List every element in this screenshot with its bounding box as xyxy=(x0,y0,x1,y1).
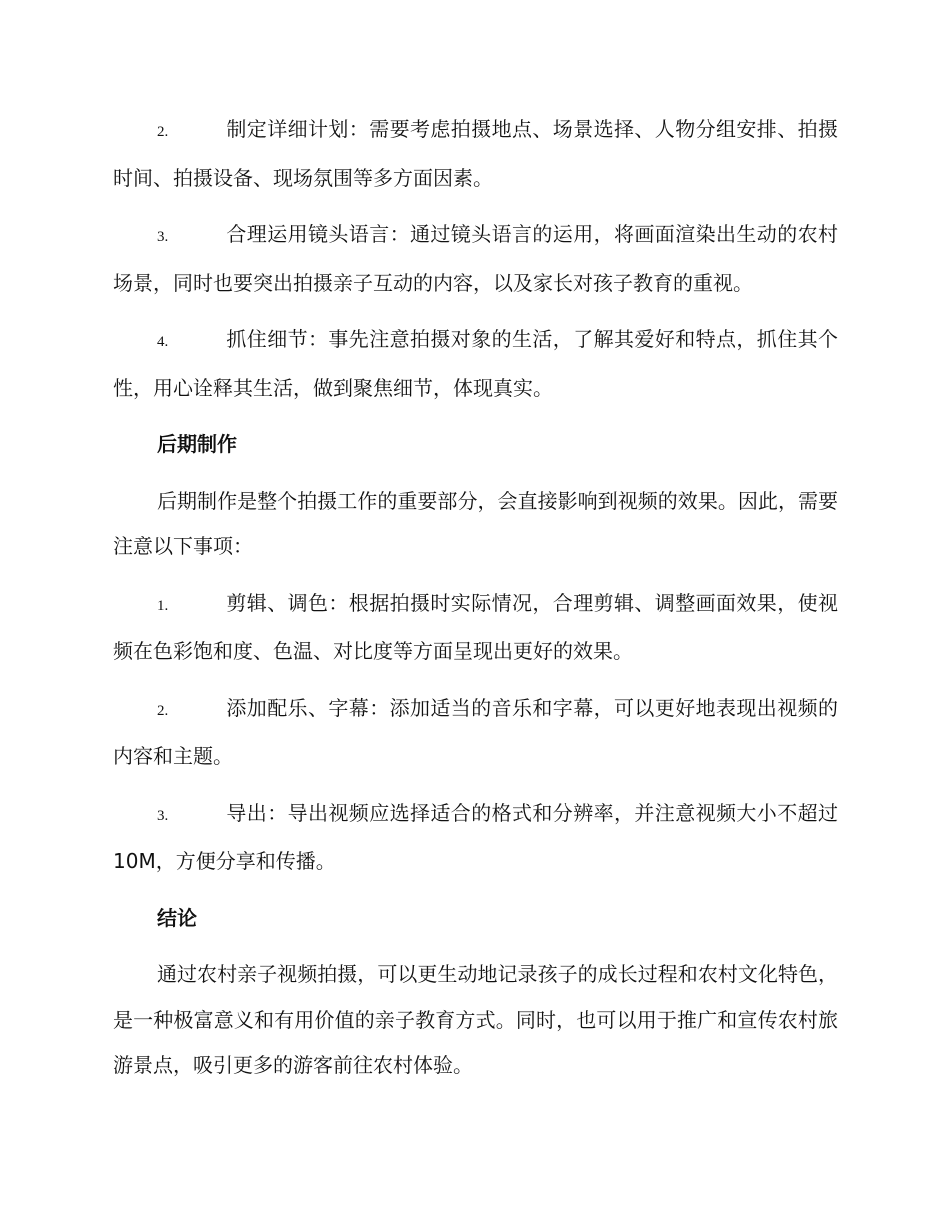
list-text: 抓住细节：事先注意拍摄对象的生活，了解其爱好和特点，抓住其个性，用心诠释其生活，做到聚焦细节，体现真实。 xyxy=(113,327,838,400)
list-item xyxy=(113,791,838,885)
list-text: 添加配乐、字幕：添加适当的音乐和字幕，可以更好地表现出视频的内容和主题。 xyxy=(113,695,838,768)
section-intro-paragraph: 后期制作是整个拍摄工作的重要部分，会直接影响到视频的效果。因此，需要注意以下事项： xyxy=(113,488,838,558)
list-text: 制定详细计划：需要考虑拍摄地点、场景选择、人物分组安排、拍摄时间、拍摄设备、现场氛围等多方面因素。 xyxy=(113,117,838,190)
list-number: 4. xyxy=(157,334,169,350)
list-number: 3. xyxy=(157,807,169,824)
list-number: 2. xyxy=(157,124,169,140)
list-item xyxy=(113,212,838,306)
list-number: 3. xyxy=(157,229,169,245)
list-item xyxy=(113,581,838,675)
list-item xyxy=(113,317,838,411)
list-text: 剪辑、调色：根据拍摄时实际情况，合理剪辑、调整画面效果，使视频在色彩饱和度、色温、对比度等方面呈现出更好的效果。 xyxy=(113,590,838,663)
list-number: 2. xyxy=(157,702,169,719)
list-text: 导出：导出视频应选择适合的格式和分辨率，并注意视频大小不超过 10M，方便分享和传播。 xyxy=(113,800,838,873)
document-body xyxy=(113,107,838,1100)
list-text: 合理运用镜头语言：通过镜头语言的运用，将画面渲染出生动的农村场景，同时也要突出拍摄亲子互动的内容，以及家长对孩子教育的重视。 xyxy=(113,222,838,295)
list-item xyxy=(113,686,838,780)
list-number: 1. xyxy=(157,597,169,614)
section-heading-conclusion: 结论 xyxy=(157,905,197,930)
conclusion-paragraph: 通过农村亲子视频拍摄，可以更生动地记录孩子的成长过程和农村文化特色，是一种极富意义和有用价值的亲子教育方式。同时，也可以用于推广和宣传农村旅游景点，吸引更多的游客前往农村体验。 xyxy=(113,962,838,1077)
section-heading-post-production: 后期制作 xyxy=(157,432,237,456)
list-item xyxy=(113,107,838,201)
